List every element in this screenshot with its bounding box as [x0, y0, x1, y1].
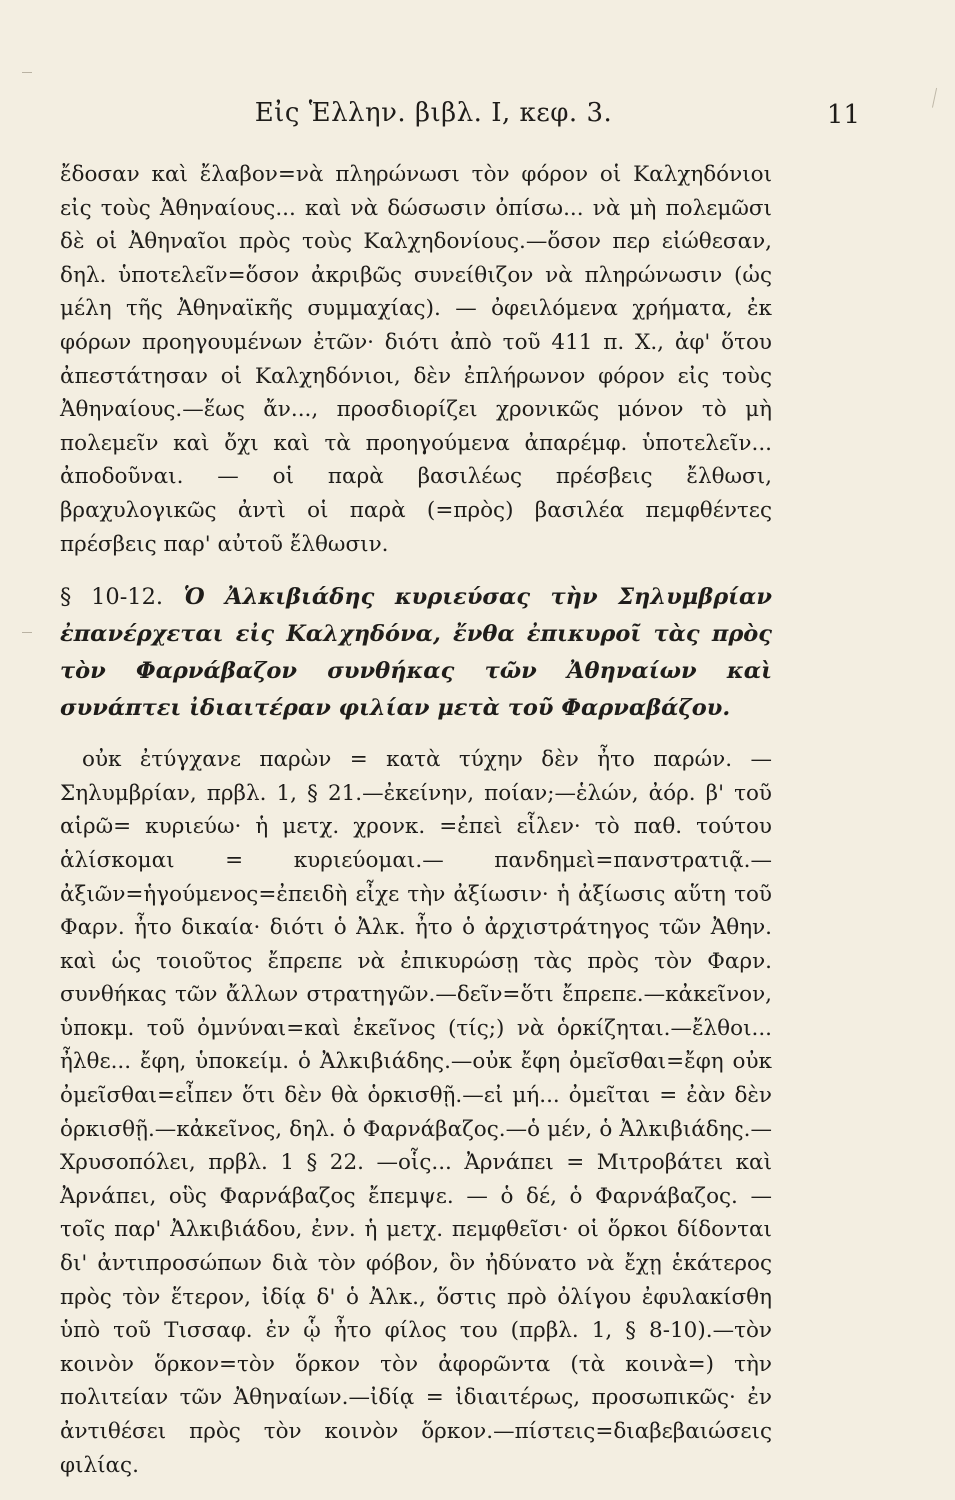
- margin-mark: [932, 88, 939, 108]
- running-title: Εἰς Ἑλλην. βιβλ. Ι, κεφ. 3.: [254, 98, 613, 128]
- commentary-paragraph: οὐκ ἐτύγχανε παρὼν = κατὰ τύχην δὲν ἦτο παρών. — Σηλυμβρίαν, πρβλ. 1, § 21.—ἐκείνην, ποίαν;—ἑλών, ἀόρ. β' τοῦ αἱρῶ= κυριεύω· ἡ μετχ. χρονκ. =ἐπεὶ εἷλεν· τὸ παθ. τούτου ἁλίσκομαι = κυριεύομαι.— πανδημεὶ=πανστρατιᾷ.— ἀξιῶν=ἡγούμενος=ἐπειδὴ εἶχε τὴν ἀξίωσιν· ἡ ἀξίωσις αὕτη τοῦ Φαρν. ἦτο δικαία· διότι ὁ Ἀλκ. ἦτο ὁ ἀρχιστράτηγος τῶν Ἀθην. καὶ ὡς τοιοῦτος ἔπρεπε νὰ ἐπικυρώσῃ τὰς πρὸς τὸν Φαρν. συνθήκας τῶν ἄλλων στρατηγῶν.—δεῖν=ὅτι ἔπρεπε.—κἀκεῖνον, ὑποκμ. τοῦ ὀμνύναι=καὶ ἐκεῖνος (τίς;) νὰ ὁρκίζηται.—ἔλθοι... ἦλθε... ἔφη, ὑποκείμ. ὁ Ἀλκιβιάδης.—οὐκ ἔφη ὀμεῖσθαι=ἔφη οὐκ ὀμεῖσθαι=εἶπεν ὅτι δὲν θὰ ὁρκισθῇ.—εἰ μή... ὀμεῖται = ἐὰν δὲν ὁρκισθῇ.—κἀκεῖνος, δηλ. ὁ Φαρνάβαζος.—ὁ μέν, ὁ Ἀλκιβιάδης.—Χρυσοπόλει, πρβλ. 1 § 22. —οἷς... Ἀρνάπει = Μιτροβάτει καὶ Ἀρνάπει, οὓς Φαρνάβαζος ἔπεμψε. — ὁ δέ, ὁ Φαρνάβαζος. — τοῖς παρ' Ἀλκιβιάδου, ἐνν. ἡ μετχ. πεμφθεῖσι· οἱ ὅρκοι δίδονται δι' ἀντιπροσώπων διὰ τὸν φόβον, ὃν ἠδύνατο νὰ ἔχῃ ἑκάτερος πρὸς τὸν ἕτερον, ἰδίᾳ δ' ὁ Ἀλκ., ὅστις πρὸ ὀλίγου ἐφυλακίσθη ὑπὸ τοῦ Τισσαφ. ἐν ᾧ ἦτο φίλος του (πρβλ. 1, § 8-10).—τὸν κοινὸν ὅρκον=τὸν ὅρκον τὸν ἀφορῶντα (τὰ κοινὰ=) τὴν πολιτείαν τῶν Ἀθηναίων.—ἰδίᾳ = ἰδιαιτέρως, προσωπικῶς· ἐν ἀντιθέσει πρὸς τὸν κοινὸν ὅρκον.—πίστεις=διαβεβαιώσεις φιλίας.: [60, 747, 772, 1478]
- page-number: 11: [826, 100, 860, 130]
- running-head: [62, 98, 860, 138]
- section-heading: [60, 579, 772, 727]
- text-block: [60, 158, 772, 1482]
- margin-dash: [22, 632, 32, 633]
- lemma-paragraph: ἔδοσαν καὶ ἔλαβον=νὰ πληρώνωσι τὸν φόρον οἱ Καλχηδόνιοι εἰς τοὺς Ἀθηναίους... καὶ νὰ δώσωσιν ὀπίσω... νὰ μὴ πολεμῶσι δὲ οἱ Ἀθηναῖοι πρὸς τοὺς Καλχηδονίους.—ὅσον περ εἰώθεσαν, δηλ. ὑποτελεῖν=ὅσον ἀκριβῶς συνείθιζον νὰ πληρώνωσιν (ὡς μέλη τῆς Ἀθηναϊκῆς συμμαχίας). — ὀφειλόμενα χρήματα, ἐκ φόρων προηγουμένων ἐτῶν· διότι ἀπὸ τοῦ 411 π. Χ., ἀφ' ὅτου ἀπεστάτησαν οἱ Καλχηδόνιοι, δὲν ἐπλήρωνον φόρον εἰς τοὺς Ἀθηναίους.—ἕως ἄν..., προσδιορίζει χρονικῶς μόνον τὸ μὴ πολεμεῖν καὶ ὄχι καὶ τὰ προηγούμενα ἀπαρέμφ. ὑποτελεῖν... ἀποδοῦναι. — οἱ παρὰ βασιλέως πρέσβεις ἔλθωσι, βραχυλογικῶς ἀντὶ οἱ παρὰ (=πρὸς) βασιλέα πεμφθέντες πρέσβεις παρ' αὐτοῦ ἔλθωσιν.: [60, 162, 772, 557]
- section-number: § 10-12.: [60, 584, 164, 611]
- margin-dash: [22, 72, 32, 73]
- section-summary: Ὁ Ἀλκιβιάδης κυριεύσας τὴν Σηλυμβρίαν ἐπανέρχεται εἰς Καλχηδόνα, ἔνθα ἐπικυροῖ τὰς πρὸς τὸν Φαρνάβαζον συνθήκας τῶν Ἀθηναίων καὶ συνάπτει ἰδιαιτέραν φιλίαν μετὰ τοῦ Φαρναβάζου.: [60, 584, 772, 722]
